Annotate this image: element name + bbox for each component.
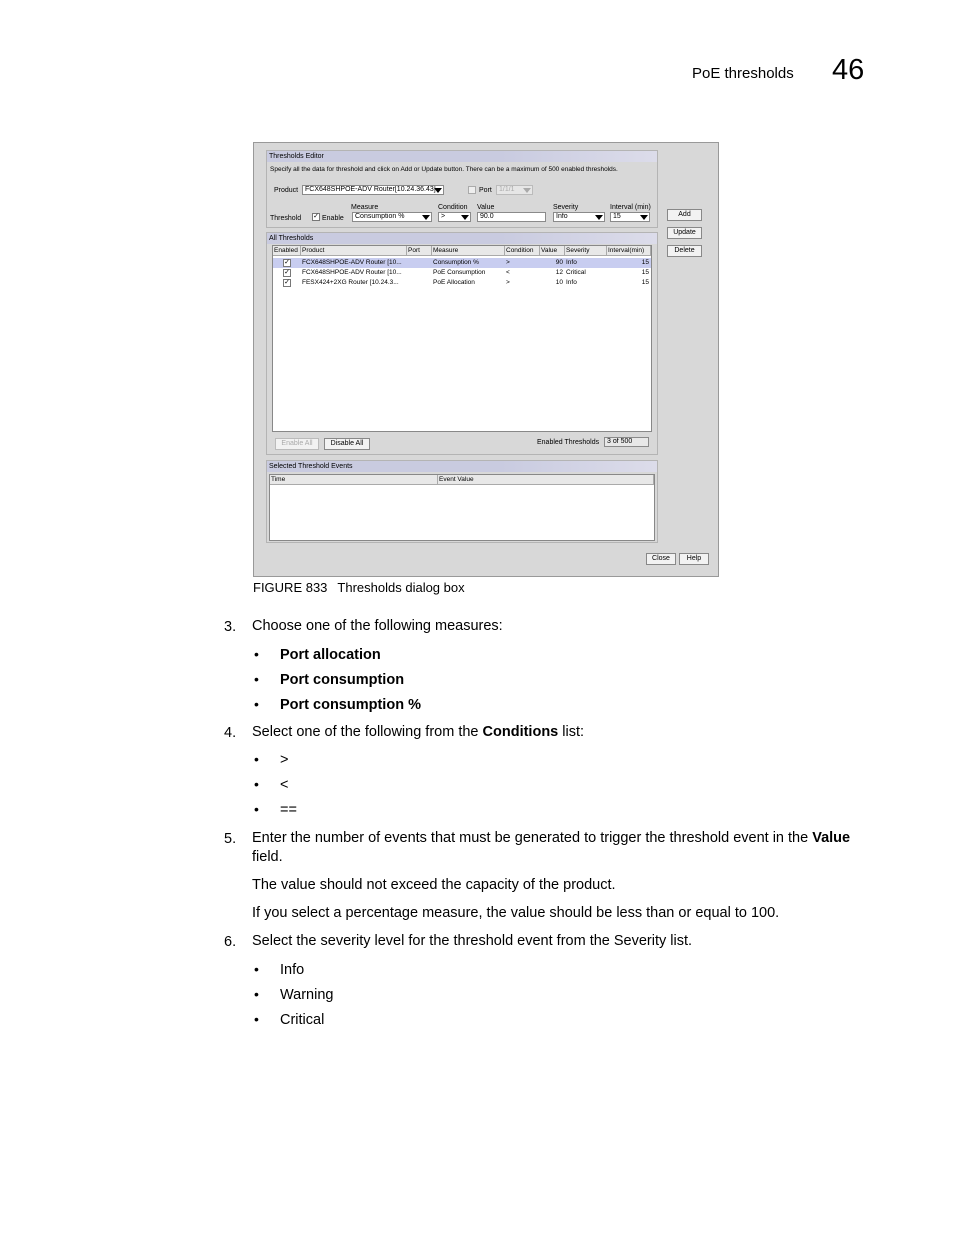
- product-value: FCX648SHPOE-ADV Router[10.24.36.43]: [305, 186, 436, 193]
- delete-button[interactable]: Delete: [667, 245, 702, 257]
- figure-caption-text: Thresholds dialog box: [337, 580, 465, 595]
- severity-dropdown[interactable]: [553, 212, 605, 222]
- table-row[interactable]: [273, 268, 651, 278]
- row-value: 10: [555, 279, 563, 286]
- chevron-down-icon: [422, 215, 430, 220]
- row-product: FESX424+2XG Router [10.24.3...: [302, 279, 399, 286]
- column-header[interactable]: Event Value: [438, 475, 654, 485]
- column-header[interactable]: Condition: [505, 246, 540, 256]
- row-condition: >: [506, 279, 510, 286]
- measure-label: Measure: [351, 204, 379, 211]
- column-header[interactable]: Port: [407, 246, 432, 256]
- bullet-icon: •: [254, 801, 259, 817]
- row-condition: <: [506, 269, 510, 276]
- port-checkbox[interactable]: [468, 186, 476, 194]
- enabled-thresholds-count: 3 of 500: [607, 438, 633, 445]
- check-icon: ✓: [284, 279, 290, 286]
- all-thresholds-panel: [266, 232, 658, 455]
- all-thresholds-title: All Thresholds: [267, 233, 657, 244]
- table-row[interactable]: [273, 278, 651, 288]
- row-interval: 15: [641, 279, 649, 286]
- update-button[interactable]: Update: [667, 227, 702, 239]
- severity-label: Severity: [553, 204, 579, 211]
- row-severity: Info: [566, 259, 577, 266]
- row-interval: 15: [641, 259, 649, 266]
- bullet-icon: •: [254, 696, 259, 712]
- product-dropdown[interactable]: [302, 185, 444, 195]
- bullet-icon: •: [254, 961, 259, 977]
- chevron-down-icon: [461, 215, 469, 220]
- port-label: Port: [479, 187, 492, 194]
- enabled-thresholds-label: Enabled Thresholds: [537, 439, 600, 446]
- step-number: 4.: [224, 725, 237, 741]
- row-condition: >: [506, 259, 510, 266]
- list-item: Critical: [280, 1012, 325, 1028]
- condition-value: >: [441, 213, 446, 220]
- help-button[interactable]: Help: [679, 553, 709, 565]
- row-interval: 15: [641, 269, 649, 276]
- row-value: 12: [555, 269, 563, 276]
- list-item: Port allocation: [280, 647, 381, 663]
- condition-dropdown[interactable]: [438, 212, 471, 222]
- column-header[interactable]: Value: [540, 246, 565, 256]
- chevron-down-icon: [523, 188, 531, 193]
- interval-dropdown[interactable]: [610, 212, 650, 222]
- thresholds-table: [272, 245, 652, 432]
- bullet-icon: •: [254, 1011, 259, 1027]
- list-item: <: [280, 777, 289, 793]
- step-text-part: field.: [252, 849, 283, 865]
- step-text-part: Enter the number of events that must be generated to trigger the threshold event in the: [252, 830, 813, 846]
- list-item: >: [280, 752, 289, 768]
- port-dropdown[interactable]: [496, 185, 533, 195]
- list-item: Port consumption %: [280, 697, 421, 713]
- chevron-down-icon: [595, 215, 603, 220]
- row-port: [407, 258, 432, 268]
- step-text-part: list:: [558, 724, 585, 740]
- interval-value: 15: [613, 213, 621, 220]
- row-enabled-checkbox[interactable]: [283, 279, 291, 287]
- enabled-thresholds-value: [604, 437, 649, 447]
- bullet-icon: •: [254, 986, 259, 1002]
- row-measure: PoE Consumption: [433, 269, 486, 276]
- bullet-icon: •: [254, 671, 259, 687]
- chevron-down-icon: [434, 188, 442, 193]
- row-port: [407, 278, 432, 288]
- step-number: 6.: [224, 934, 237, 950]
- step-text-bold: Value: [812, 830, 851, 846]
- row-enabled-checkbox[interactable]: [283, 259, 291, 267]
- figure-caption: [253, 580, 465, 595]
- check-icon: ✓: [313, 213, 319, 220]
- step-text: [252, 723, 872, 742]
- close-button[interactable]: Close: [646, 553, 676, 565]
- bullet-icon: •: [254, 776, 259, 792]
- chapter-number: 46: [832, 54, 865, 86]
- column-header[interactable]: Interval(min): [607, 246, 651, 256]
- list-item: Warning: [280, 987, 334, 1003]
- condition-label: Condition: [438, 204, 468, 211]
- severity-value: Info: [556, 213, 568, 220]
- selected-events-panel: [266, 460, 658, 543]
- editor-instructions: Specify all the data for threshold and click on Add or Update button. There can be a maximum of 500 enabled thresholds.: [270, 166, 618, 173]
- check-icon: ✓: [284, 259, 290, 266]
- step-text: Choose one of the following measures:: [252, 618, 503, 634]
- row-value: 90: [555, 259, 563, 266]
- enable-all-button[interactable]: Enable All: [275, 438, 319, 450]
- enable-label: Enable: [322, 215, 344, 222]
- selected-events-title: Selected Threshold Events: [267, 461, 657, 472]
- row-measure: PoE Allocation: [433, 279, 475, 286]
- row-port: [407, 268, 432, 278]
- row-severity: Critical: [566, 269, 586, 276]
- list-item: Info: [280, 962, 305, 978]
- enable-checkbox[interactable]: [312, 213, 320, 221]
- port-value: 1/1/1: [499, 186, 515, 193]
- bullet-icon: •: [254, 646, 259, 662]
- row-measure: Consumption %: [433, 259, 479, 266]
- step-text-part: Select one of the following from the: [252, 724, 483, 740]
- row-product: FCX648SHPOE-ADV Router [10...: [302, 259, 402, 266]
- figure-number: FIGURE 833: [253, 580, 328, 595]
- add-button[interactable]: Add: [667, 209, 702, 221]
- events-table: [269, 474, 655, 541]
- step-text: Select the severity level for the threshold event from the Severity list.: [252, 933, 693, 949]
- measure-value: Consumption %: [355, 213, 405, 220]
- measure-dropdown[interactable]: [352, 212, 432, 222]
- list-item: ==: [280, 802, 297, 818]
- column-header[interactable]: Measure: [432, 246, 505, 256]
- value-field[interactable]: [477, 212, 546, 222]
- table-row[interactable]: [273, 258, 651, 268]
- row-severity: Info: [566, 279, 577, 286]
- editor-title: Thresholds Editor: [267, 151, 657, 162]
- step-number: 5.: [224, 831, 237, 847]
- column-header[interactable]: Product: [301, 246, 407, 256]
- column-header[interactable]: Enabled: [273, 246, 301, 256]
- thresholds-dialog: [253, 142, 719, 577]
- product-label: Product: [274, 187, 299, 194]
- value-label: Value: [477, 204, 495, 211]
- bullet-icon: •: [254, 751, 259, 767]
- step-paragraph: If you select a percentage measure, the value should be less than or equal to 100.: [252, 905, 780, 921]
- value-field-value: 90.0: [480, 213, 494, 220]
- step-text: [252, 829, 872, 867]
- row-enabled-checkbox[interactable]: [283, 269, 291, 277]
- list-item: Port consumption: [280, 672, 405, 688]
- step-text-bold: Conditions: [482, 724, 559, 740]
- chevron-down-icon: [640, 215, 648, 220]
- thresholds-editor-panel: [266, 150, 658, 228]
- disable-all-button[interactable]: Disable All: [324, 438, 370, 450]
- column-header[interactable]: Severity: [565, 246, 607, 256]
- threshold-label: Threshold: [270, 215, 302, 222]
- row-product: FCX648SHPOE-ADV Router [10...: [302, 269, 402, 276]
- step-number: 3.: [224, 619, 237, 635]
- section-title: PoE thresholds: [692, 65, 794, 82]
- step-paragraph: The value should not exceed the capacity of the product.: [252, 877, 616, 893]
- interval-label: Interval (min): [610, 204, 651, 211]
- column-header[interactable]: Time: [270, 475, 438, 485]
- check-icon: ✓: [284, 269, 290, 276]
